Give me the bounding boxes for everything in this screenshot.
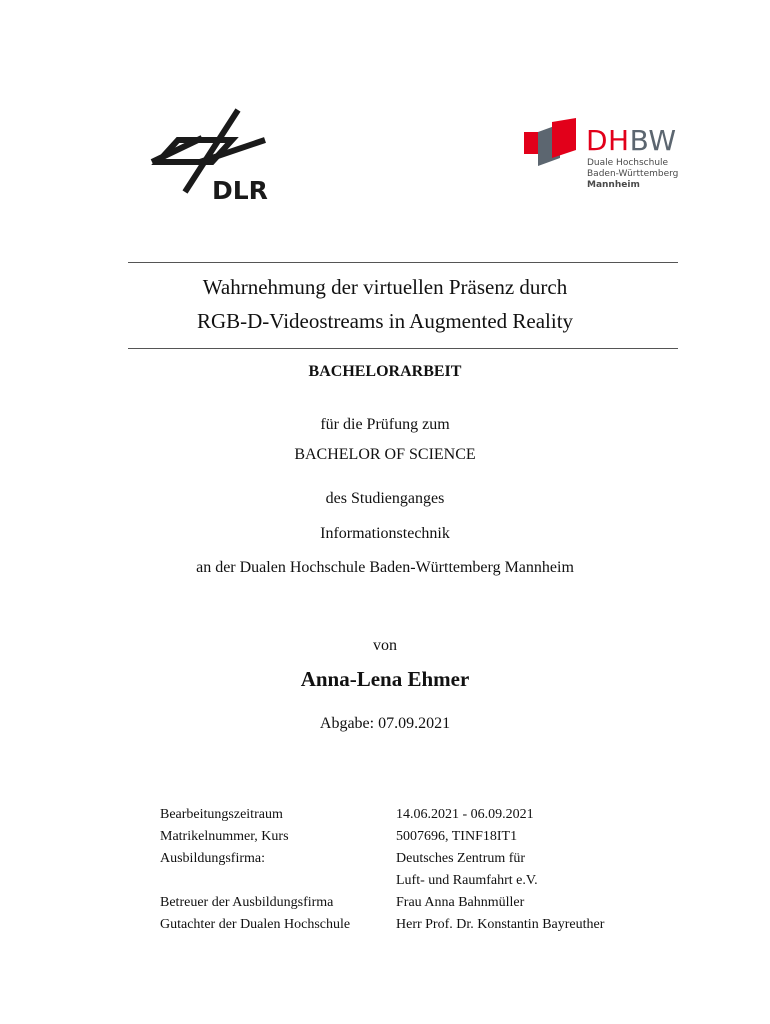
dhbw-line2: Baden-Württemberg — [587, 169, 679, 179]
dhbw-line1: Duale Hochschule — [587, 158, 669, 168]
dhbw-line3: Mannheim — [587, 180, 640, 190]
info-value: 14.06.2021 - 06.09.2021 — [396, 807, 534, 822]
info-label: Bearbeitungszeitraum — [160, 807, 283, 822]
info-value: Deutsches Zentrum für — [396, 851, 526, 866]
title-top-rule — [128, 262, 678, 263]
dhbw-subtitle — [587, 158, 678, 191]
dhbw-word-bw: BW — [629, 124, 677, 157]
info-value: Herr Prof. Dr. Konstantin Bayreuther — [396, 917, 605, 932]
dhbw-logo — [524, 118, 684, 198]
university: an der Dualen Hochschule Baden-Württemberg Mannheim — [196, 559, 574, 576]
document-type: BACHELORARBEIT — [308, 363, 462, 380]
by-label: von — [373, 637, 397, 654]
submission-date: Abgabe: 07.09.2021 — [319, 715, 451, 732]
title-bottom-rule — [128, 348, 678, 349]
info-value: Luft- und Raumfahrt e.V. — [396, 873, 538, 888]
program-prefix: des Studienganges — [325, 490, 445, 507]
program-name: Informationstechnik — [320, 525, 450, 542]
info-label: Betreuer der Ausbildungsfirma — [160, 895, 334, 910]
dhbw-emblem-icon — [524, 118, 580, 170]
degree: BACHELOR OF SCIENCE — [294, 446, 476, 463]
dhbw-word-dh: DH — [586, 124, 630, 157]
author-name: Anna-Lena Ehmer — [300, 667, 470, 691]
exam-line: für die Prüfung zum — [320, 416, 450, 433]
thesis-title-line1: Wahrnehmung der virtuellen Präsenz durch — [202, 275, 568, 299]
dlr-logo — [140, 100, 280, 210]
dlr-logo-text: DLR — [212, 176, 268, 205]
info-label: Ausbildungsfirma: — [160, 851, 265, 866]
info-label: Gutachter der Dualen Hochschule — [160, 917, 351, 932]
info-value: Frau Anna Bahnmüller — [396, 895, 525, 910]
info-label: Matrikelnummer, Kurs — [160, 829, 289, 844]
thesis-title-line2: RGB-D-Videostreams in Augmented Reality — [196, 309, 574, 333]
dhbw-wordmark — [586, 124, 677, 157]
info-value: 5007696, TINF18IT1 — [396, 829, 518, 844]
